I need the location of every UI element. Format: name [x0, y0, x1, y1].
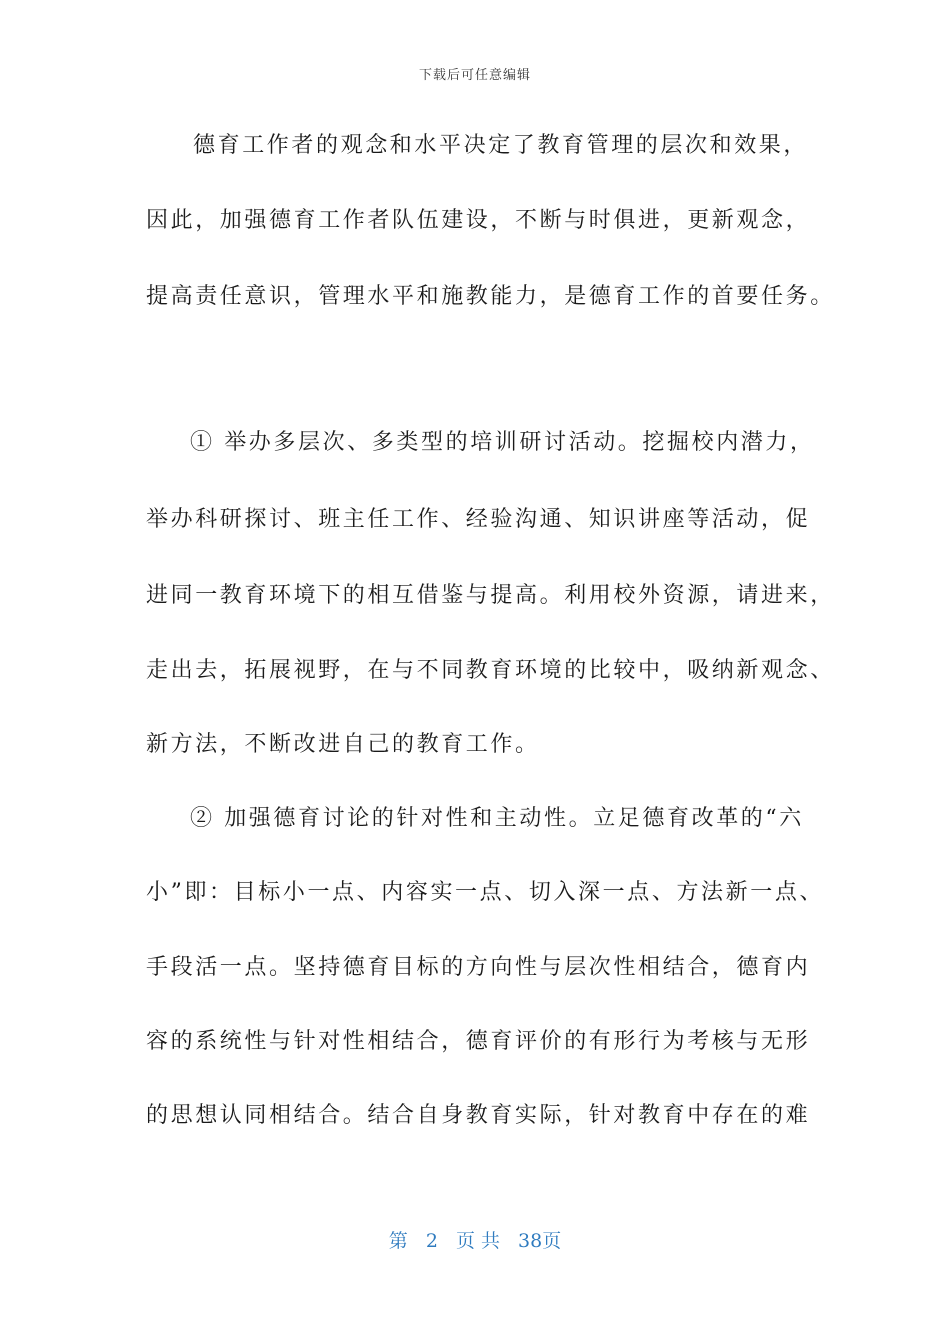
text-line: 容的系统性与针对性相结合，德育评价的有形行为考核与无形	[146, 1029, 811, 1054]
text-line: 的思想认同相结合。结合自身教育实际，针对教育中存在的难	[146, 1103, 811, 1128]
text-line: 德育工作者的观念和水平决定了教育管理的层次和效果，	[193, 133, 809, 158]
text-line: 举办科研探讨、班主任工作、经验沟通、知识讲座等活动，促	[146, 507, 811, 532]
footer-middle: 页 共	[455, 1230, 500, 1252]
footer-page-number: 2	[425, 1230, 438, 1252]
text-line: 手段活一点。坚持德育目标的方向性与层次性相结合，德育内	[146, 955, 811, 980]
text-line: 进同一教育环境下的相互借鉴与提高。利用校外资源，请进来，	[146, 583, 835, 608]
text-line: 走出去，拓展视野，在与不同教育环境的比较中，吸纳新观念、	[146, 658, 835, 683]
page-header-note: 下载后可任意编辑	[418, 68, 531, 83]
page-footer	[0, 1226, 950, 1253]
text-line: 提高责任意识，管理水平和施教能力，是德育工作的首要任务。	[146, 284, 835, 309]
text-line: 小”即：目标小一点、内容实一点、切入深一点、方法新一点、	[146, 880, 825, 905]
text-line: 新方法，不断改进自己的教育工作。	[146, 732, 540, 757]
text-line: ① 举办多层次、多类型的培训研讨活动。挖掘校内潜力，	[190, 430, 815, 455]
text-line: 因此，加强德育工作者队伍建设，不断与时俱进，更新观念，	[146, 208, 811, 233]
footer-prefix: 第	[388, 1230, 408, 1252]
text-line: ② 加强德育讨论的针对性和主动性。立足德育改革的“六	[190, 806, 804, 831]
footer-total-pages: 38页	[518, 1230, 562, 1252]
